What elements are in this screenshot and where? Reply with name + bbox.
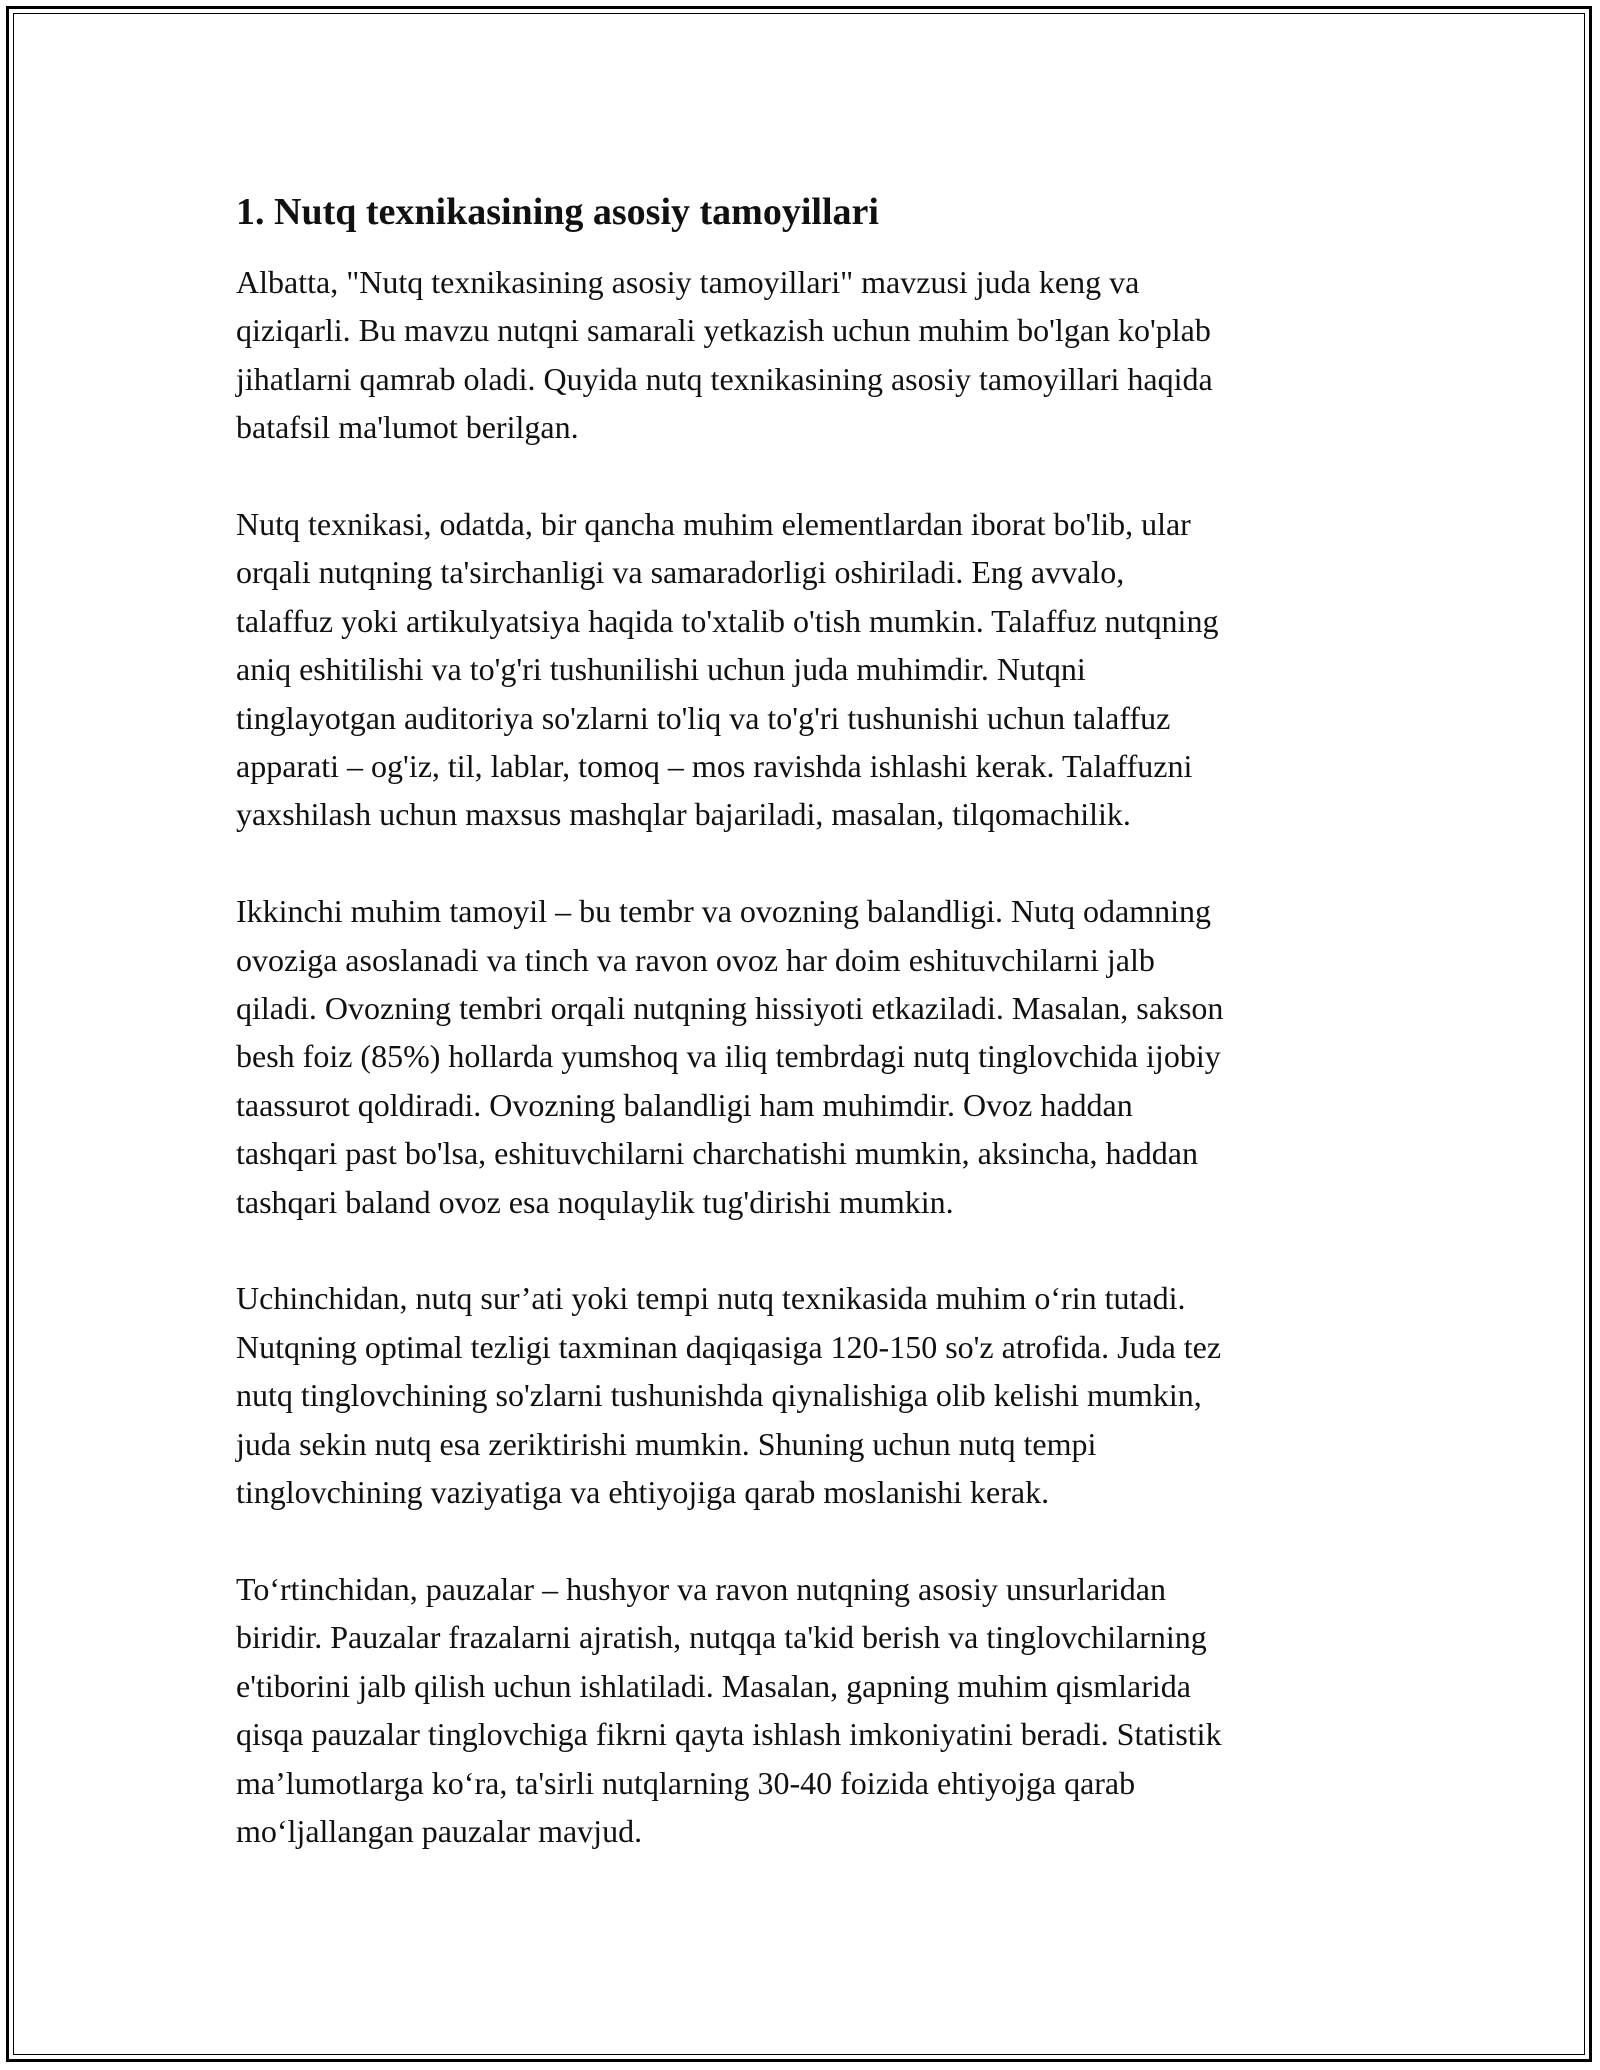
paragraph-intro: Albatta, "Nutq texnikasining asosiy tamoyillari" mavzusi juda keng va qiziqarli. Bu mavzu nutqni samarali yetkazish uchun muhim bo'lgan ko'plab jihatlarni qamrab oladi. Quyida nutq texnikasining asosiy tamoyillari haqida batafsil ma'lumot berilgan. — [236, 264, 1213, 446]
section-heading: 1. Nutq texnikasining asosiy tamoyillari — [236, 191, 879, 233]
document-body — [236, 188, 1386, 1904]
paragraph-timbre: Ikkinchi muhim tamoyil – bu tembr va ovozning balandligi. Nutq odamning ovoziga asoslanadi va tinch va ravon ovoz har doim eshituvchilarni jalb qiladi. Ovozning tembri orqali nutqning hissiyoti etkaziladi. Masalan, sakson besh foiz (85%) hollarda yumshoq va iliq tembrdagi nutq tinglovchida ijobiy taassurot qoldiradi. Ovozning balandligi ham muhimdir. Ovoz haddan tashqari past bo'lsa, eshituvchilarni charchatishi mumkin, aksincha, haddan tashqari baland ovoz esa noqulaylik tug'dirishi mumkin. — [236, 893, 1224, 1220]
paragraph-pauses: To‘rtinchidan, pauzalar – hushyor va ravon nutqning asosiy unsurlaridan biridir. Pauzalar frazalarni ajratish, nutqqa ta'kid berish va tinglovchilarning e'tiborini jalb qilish uchun ishlatiladi. Masalan, gapning muhim qismlarida qisqa pauzalar tinglovchiga fikrni qayta ishlash imkoniyatini beradi. Statistik ma’lumotlarga ko‘ra, ta'sirli nutqlarning 30-40 foizida ehtiyojga qarab mo‘ljallangan pauzalar mavjud. — [236, 1570, 1222, 1849]
paragraph-articulation: Nutq texnikasi, odatda, bir qancha muhim elementlardan iborat bo'lib, ular orqali nutqning ta'sirchanligi va samaradorligi oshiriladi. Eng avvalo, talaffuz yoki artikulyatsiya haqida to'xtalib o'tish mumkin. Talaffuz nutqning aniq eshitilishi va to'g'ri tushunilishi uchun juda muhimdir. Nutqni tinglayotgan auditoriya so'zlarni to'liq va to'g'ri tushunishi uchun talaffuz apparati – og'iz, til, lablar, tomoq – mos ravishda ishlashi kerak. Talaffuzni yaxshilash uchun maxsus mashqlar bajariladi, masalan, tilqomachilik. — [236, 506, 1219, 833]
paragraph-tempo: Uchinchidan, nutq sur’ati yoki tempi nutq texnikasida muhim o‘rin tutadi. Nutqning optimal tezligi taxminan daqiqasiga 120-150 so'z atrofida. Juda tez nutq tinglovchining so'zlarni tushunishda qiynalishiga olib kelishi mumkin, juda sekin nutq esa zeriktirishi mumkin. Shuning uchun nutq tempi tinglovchining vaziyatiga va ehtiyojiga qarab moslanishi kerak. — [236, 1280, 1222, 1511]
